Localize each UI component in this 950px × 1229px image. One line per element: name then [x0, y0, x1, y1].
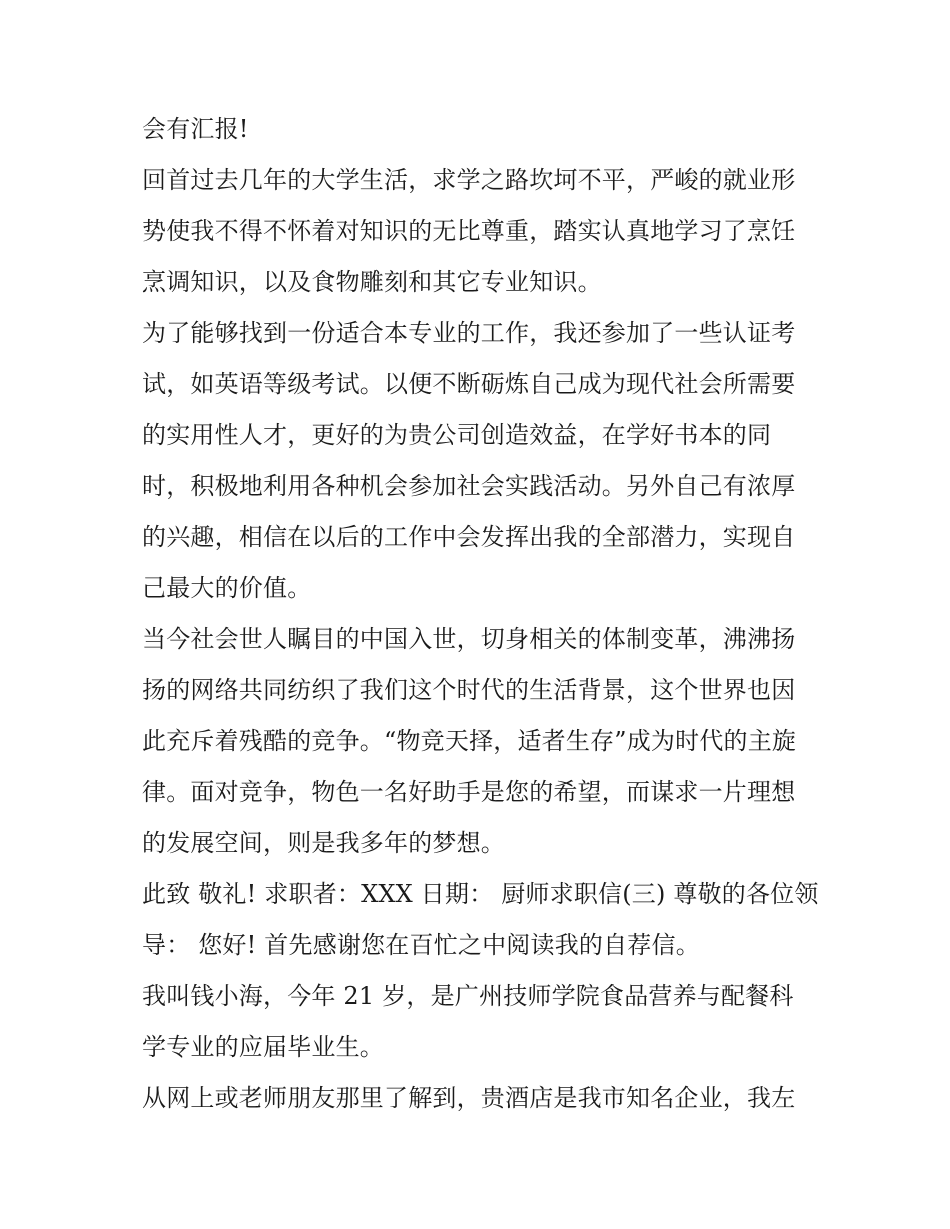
document-body: [142, 107, 822, 1127]
text-line: 的实用性人才，更好的为贵公司创造效益，在学好书本的同: [142, 421, 772, 449]
text-line: 己最大的价值。: [142, 574, 312, 602]
text-line: 从网上或老师朋友那里了解到，贵酒店是我市知名企业，我左: [142, 1084, 796, 1112]
text-line: 学专业的应届毕业生。: [142, 1033, 384, 1061]
text-line: 的兴趣，相信在以后的工作中会发挥出我的全部潜力，实现自: [142, 523, 796, 551]
text-line: 会有汇报!: [142, 115, 249, 143]
text-line: 回首过去几年的大学生活，求学之路坎坷不平，严峻的就业形: [142, 166, 796, 194]
text-line: 此充斥着残酷的竞争。“物竞天择，适者生存”成为时代的主旋: [142, 727, 797, 755]
text-line: 我叫钱小海，今年 21 岁，是广州技师学院食品营养与配餐科: [142, 982, 794, 1010]
text-line: 此致 敬礼! 求职者：XXX 日期： 厨师求职信(三) 尊敬的各位领: [142, 880, 819, 908]
text-line: 当今社会世人瞩目的中国入世，切身相关的体制变革，沸沸扬: [142, 625, 796, 653]
text-line: 律。面对竞争，物色一名好助手是您的希望，而谋求一片理想: [142, 778, 796, 806]
text-line: 势使我不得不怀着对知识的无比尊重，踏实认真地学习了烹饪: [142, 217, 796, 245]
text-line: 试，如英语等级考试。以便不断砺炼自己成为现代社会所需要: [142, 370, 796, 398]
text-line: 的发展空间，则是我多年的梦想。: [142, 829, 505, 857]
text-line: 时，积极地利用各种机会参加社会实践活动。另外自己有浓厚: [142, 472, 796, 500]
text-line: 为了能够找到一份适合本专业的工作，我还参加了一些认证考: [142, 319, 796, 347]
text-line: 扬的网络共同纺织了我们这个时代的生活背景，这个世界也因: [142, 676, 796, 704]
text-line: 导： 您好! 首先感谢您在百忙之中阅读我的自荐信。: [142, 931, 700, 959]
text-line: 烹调知识，以及食物雕刻和其它专业知识。: [142, 268, 602, 296]
